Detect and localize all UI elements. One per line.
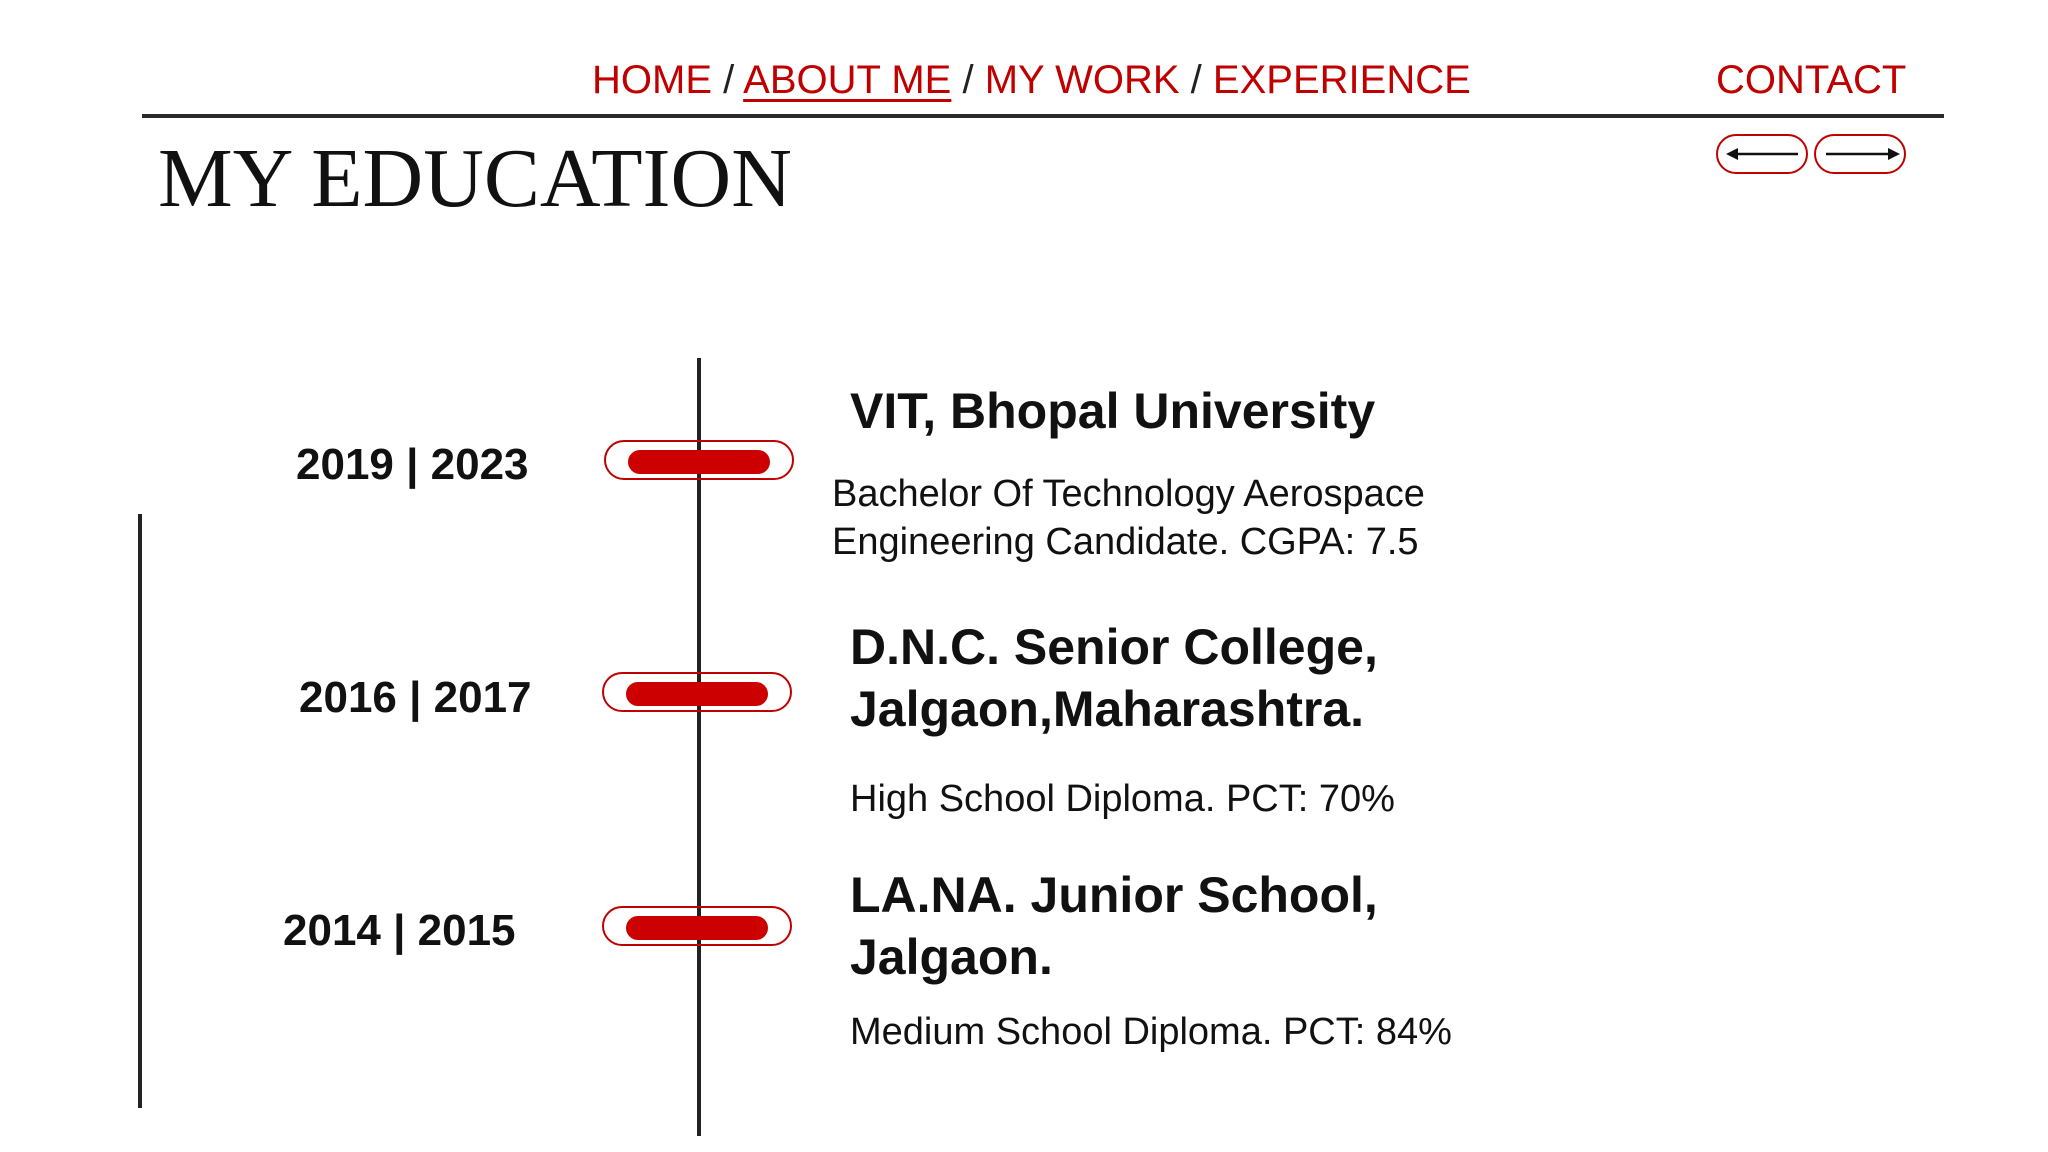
arrow-left-icon (1718, 136, 1810, 176)
arrow-right-icon (1816, 136, 1908, 176)
school-name (850, 616, 1378, 740)
nav-my-work-link[interactable]: MY WORK (984, 58, 1180, 102)
page-title: MY EDUCATION (158, 132, 792, 225)
school-name (850, 864, 1378, 988)
description-line: Bachelor Of Technology Aerospace (832, 473, 1425, 515)
timeline-marker (602, 906, 792, 946)
education-description (850, 1008, 1452, 1056)
header-divider (142, 114, 1944, 118)
nav-separator: / (1190, 58, 1202, 102)
school-name-line: D.N.C. Senior College, (850, 619, 1378, 675)
previous-button[interactable] (1716, 134, 1808, 174)
nav-contact-link[interactable]: CONTACT (1716, 58, 1907, 102)
timeline-marker-fill (626, 682, 768, 706)
nav-home-link[interactable]: HOME (592, 58, 712, 102)
education-years: 2014 | 2015 (283, 906, 516, 955)
education-description (850, 775, 1395, 823)
side-decoration-line (138, 514, 142, 1108)
education-description (832, 470, 1425, 566)
next-button[interactable] (1814, 134, 1906, 174)
education-years: 2019 | 2023 (296, 440, 529, 489)
nav-separator: / (723, 58, 735, 102)
school-name-line: Jalgaon,Maharashtra. (850, 681, 1365, 737)
school-name-line: LA.NA. Junior School, (850, 867, 1378, 923)
education-years: 2016 | 2017 (299, 673, 532, 722)
description-line: High School Diploma. PCT: 70% (850, 778, 1395, 820)
school-name-line: Jalgaon. (850, 929, 1053, 985)
description-line: Engineering Candidate. CGPA: 7.5 (832, 521, 1419, 563)
nav-experience-link[interactable]: EXPERIENCE (1212, 58, 1471, 102)
timeline-marker-fill (628, 450, 770, 474)
school-name (850, 380, 1375, 442)
description-line: Medium School Diploma. PCT: 84% (850, 1011, 1452, 1053)
nav-separator: / (962, 58, 974, 102)
school-name-line: VIT, Bhopal University (850, 383, 1376, 439)
timeline-marker (602, 672, 792, 712)
nav-about-me-link[interactable]: ABOUT ME (743, 58, 952, 102)
main-nav (592, 58, 1471, 103)
timeline-marker (604, 440, 794, 480)
timeline-marker-fill (626, 916, 768, 940)
